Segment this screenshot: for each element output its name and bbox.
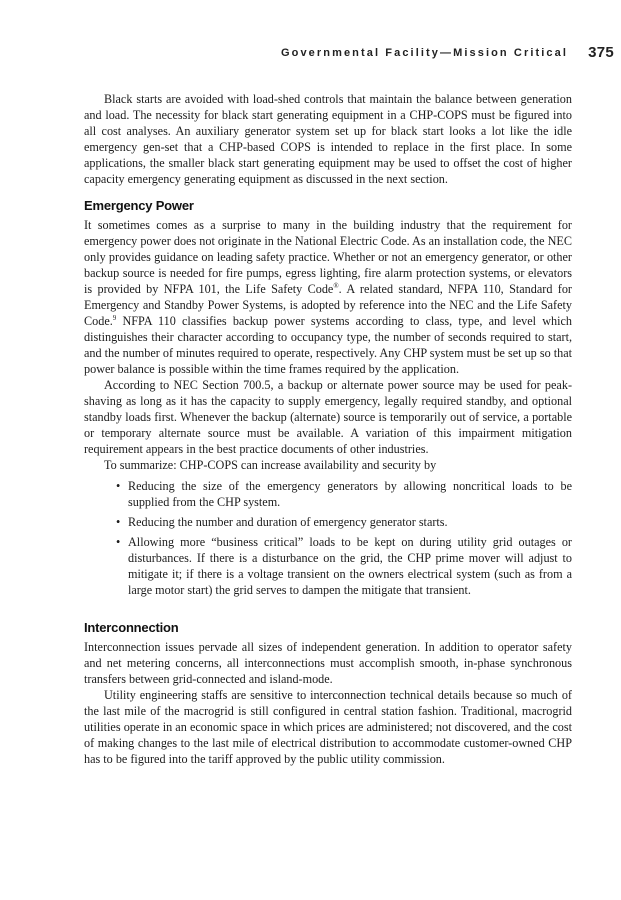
benefits-list (84, 478, 572, 598)
list-item (116, 514, 572, 530)
bullet-icon: • (116, 535, 121, 549)
paragraph-text: NFPA 110 classifies backup power systems according to class, type, and level which distinguishes their character according to occupancy type, the number of seconds required to start, and the number of minutes required to operate, respectively. Any CHP system must be set up so that power balance is possible within the time frames required by the application. (84, 314, 572, 376)
paragraph-text: It sometimes comes as a surprise to many in the building industry that the requirement for emergency power does not originate in the National Electric Code. As an installation code, the NEC only provides guidance on leading safety practice. Whether or not an emergency generator, or other backup source is needed for fire pumps, egress lighting, fire alarm protection systems, or elevators is provided by NFPA 101, the Life Safety Code (84, 218, 572, 296)
intro-paragraph: Black starts are avoided with load-shed controls that maintain the balance between generation and load. The necessity for black start generating equipment in a CHP-COPS must be figured into all cost analyses. An auxiliary generator system set up for black start looks a lot like the idle emergency gen-set that a CHP-based COPS is intended to replace in the first place. In some applications, the smaller black start generating equipment may be used to offset the cost of higher capacity emergency generating equipment as discussed in the next section. (84, 92, 572, 186)
paragraph-text: . A related standard, NFPA 110, Standard for Emergency and Standby Power Systems, is adopted by reference into the NEC and the Life Safety Code. (84, 282, 572, 328)
main-text (84, 91, 572, 767)
bullet-icon: • (116, 479, 121, 493)
list-item-text: Reducing the size of the emergency generators by allowing noncritical loads to be supplied from the CHP system. (128, 479, 572, 509)
interconnection-paragraph-2: Utility engineering staffs are sensitive to interconnection technical details because so much of the last mile of the macrogrid is still configured in central station fashion. Traditional, macrogrid utilities operate in an economic space in which prices are administered; not discovered, and the cost of making changes to the last mile of electrical distribution to accommodate customer-owned CHP has to be figured into the tariff approved by the public utility commission. (84, 688, 572, 766)
page-number: 375 (588, 44, 614, 61)
emergency-power-paragraph-3: To summarize: CHP-COPS can increase availability and security by (104, 458, 437, 472)
list-item-text: Reducing the number and duration of emergency generator starts. (128, 515, 448, 529)
registered-mark: ® (333, 282, 339, 290)
section-heading-interconnection: Interconnection (84, 620, 179, 635)
list-item-text: Allowing more “business critical” loads to be kept on during utility grid outages or disturbances. If there is a disturbance on the grid, the CHP prime mover will adjust to mitigate it; if there is a voltage transient on the owners electrical system (such as from a large motor start) the grid serves to dampen the mitigate that transient. (128, 535, 572, 597)
running-header (84, 44, 614, 64)
list-item (116, 534, 572, 598)
emergency-power-paragraph-2: According to NEC Section 700.5, a backup or alternate power source may be used for peak-shaving as long as it has the capacity to supply emergency, legally required standby, and optional standby loads first. Whenever the backup (alternate) source is temporarily out of service, a portable or temporary alternate source must be available. A variation of this impairment mitigation requirement appears in the best practice documents of other industries. (84, 378, 572, 456)
footnote-reference[interactable]: 9 (112, 314, 117, 322)
section-heading-emergency-power: Emergency Power (84, 198, 194, 213)
emergency-power-paragraph-1 (84, 217, 572, 377)
list-item (116, 478, 572, 510)
interconnection-paragraph-1: Interconnection issues pervade all sizes of independent generation. In addition to operator safety and net metering concerns, all interconnections must accomplish smooth, in-phase synchronous transfers between grid-connected and island-mode. (84, 640, 572, 686)
bullet-icon: • (116, 515, 121, 529)
running-title: Governmental Facility—Mission Critical (280, 47, 568, 59)
